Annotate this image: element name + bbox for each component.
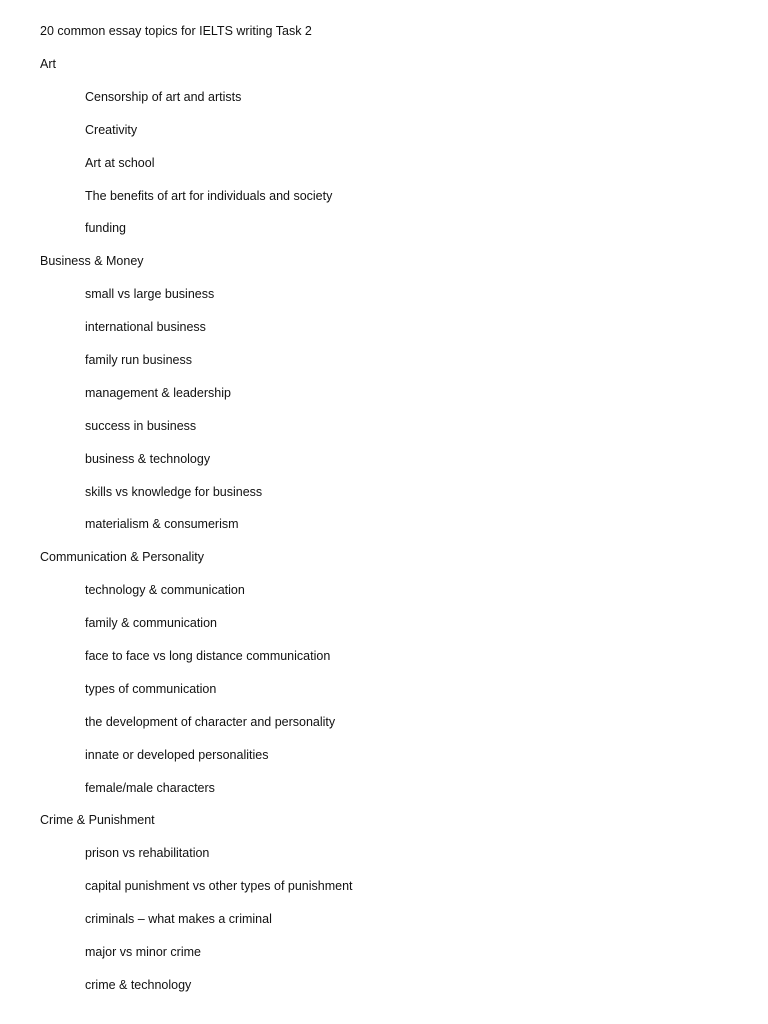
list-item: technology & communication <box>85 583 245 598</box>
list-item: Censorship of art and artists <box>85 89 242 104</box>
list-item: capital punishment vs other types of punishment <box>85 879 353 894</box>
list-item: types of communication <box>85 681 217 696</box>
list-item: female/male characters <box>85 780 215 795</box>
list-item: international business <box>85 320 206 335</box>
section-heading-communication-personality: Communication & Personality <box>40 550 204 565</box>
list-item: prison vs rehabilitation <box>85 846 210 861</box>
document-title: 20 common essay topics for IELTS writing Task 2 <box>40 24 312 38</box>
list-item: management & leadership <box>85 385 231 400</box>
section-heading-crime-punishment: Crime & Punishment <box>40 813 155 828</box>
list-item: major vs minor crime <box>85 945 201 960</box>
list-item: funding <box>85 221 127 236</box>
list-item: Art at school <box>85 155 155 170</box>
list-item: success in business <box>85 418 197 433</box>
list-item: crime & technology <box>85 977 192 992</box>
list-item: innate or developed personalities <box>85 747 269 762</box>
list-item: small vs large business <box>85 287 215 302</box>
section-heading-art: Art <box>40 57 56 71</box>
list-item: Creativity <box>85 122 138 137</box>
list-item: family run business <box>85 353 192 368</box>
list-item: materialism & consumerism <box>85 517 239 532</box>
list-item: family & communication <box>85 616 217 631</box>
list-item: The benefits of art for individuals and society <box>85 188 333 203</box>
list-item: skills vs knowledge for business <box>85 484 263 499</box>
section-heading-business-money: Business & Money <box>40 254 144 269</box>
list-item: business & technology <box>85 451 211 466</box>
list-item: criminals – what makes a criminal <box>85 912 272 927</box>
topic-list <box>0 55 768 1009</box>
list-item: the development of character and personality <box>85 714 336 729</box>
list-item: face to face vs long distance communication <box>85 649 331 664</box>
